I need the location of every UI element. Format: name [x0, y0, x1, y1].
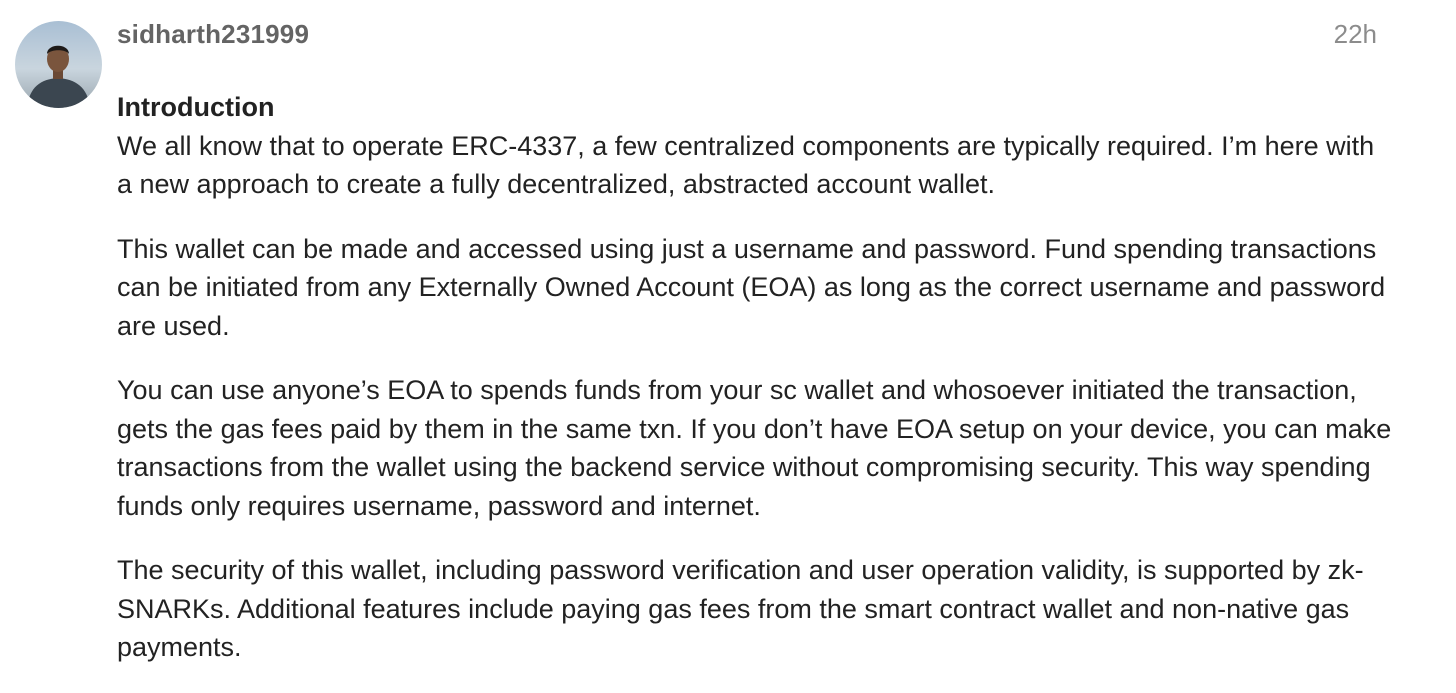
post-paragraph: This wallet can be made and accessed using just a username and password. Fund spending transactions can be initiated from any Externally Owned Account (EOA) as long as the correct username and password are used.: [117, 233, 1386, 341]
post-body: [117, 88, 1392, 693]
post-timestamp[interactable]: 22h: [1333, 19, 1377, 49]
author-avatar[interactable]: [15, 21, 102, 108]
post-paragraph: You can use anyone’s EOA to spends funds from your sc wallet and whosoever initiated the transaction, gets the gas fees paid by them in the same txn. If you don’t have EOA setup on your device, you can make transactions from the wallet using the backend service without compromising security. This way spending funds only requires username, password and internet.: [117, 375, 1392, 521]
author-username[interactable]: sidharth231999: [117, 19, 310, 49]
post-heading: Introduction: [117, 92, 275, 122]
post-paragraph: We all know that to operate ERC-4337, a few centralized components are typically required. I’m here with a new approach to create a fully decentralized, abstracted account wallet.: [117, 130, 1375, 199]
post-paragraph: The security of this wallet, including password verification and user operation validity, is supported by zk-SNARKs. Additional features include paying gas fees from the smart contract wallet and non-native gas payments.: [117, 555, 1364, 662]
user-avatar-photo-icon: [15, 21, 102, 108]
